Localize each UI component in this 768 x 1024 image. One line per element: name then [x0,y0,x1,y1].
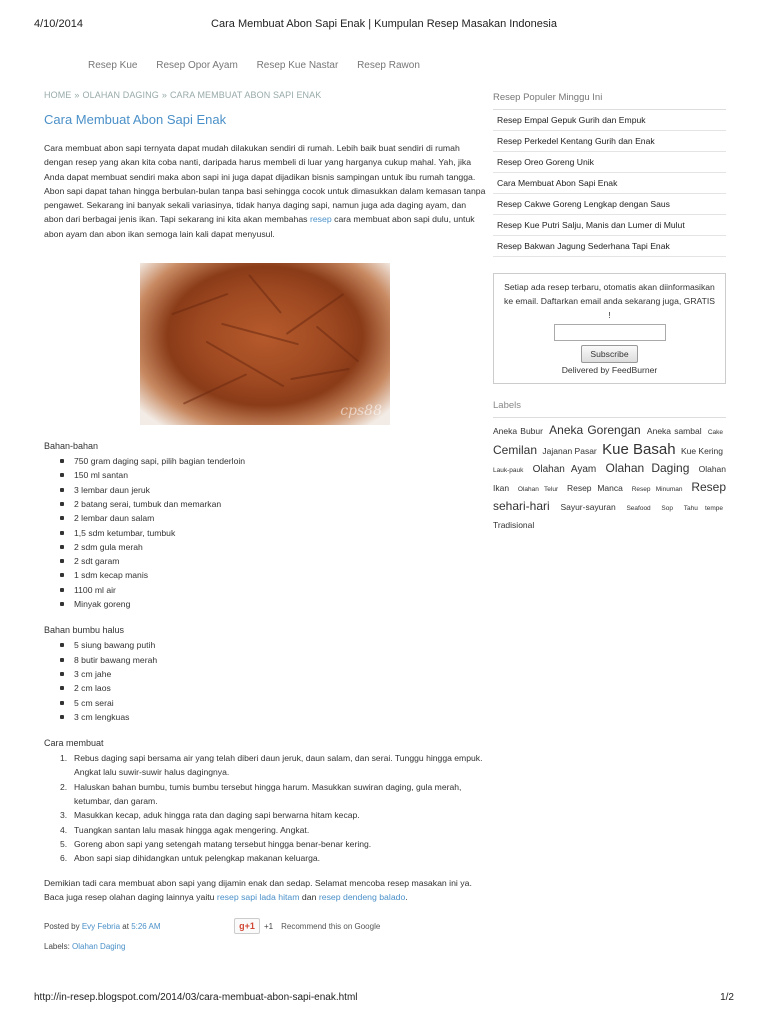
label-link[interactable]: Jajanan Pasar [542,446,597,456]
label-link[interactable]: Kue Kering [680,446,723,456]
list-item: 2 cm laos [60,681,486,695]
main-content [44,90,486,951]
posted-by: Posted by Evy Febria at 5:26 AM [44,922,161,932]
label-link[interactable]: Resep Minuman [631,486,683,493]
list-item: Minyak goreng [60,597,486,611]
ingredients-list [60,454,486,611]
google-plus-one-button[interactable]: g+1 [234,918,260,934]
list-item: 2 sdt garam [60,554,486,568]
label-link[interactable]: Aneka Bubur [493,426,543,436]
breadcrumb-home[interactable]: HOME [44,90,72,100]
email-field[interactable] [554,324,666,341]
list-item: 5 siung bawang putih [60,638,486,652]
popular-post-link[interactable]: Resep Oreo Goreng Unik [493,152,726,173]
link-resep-sapi-lada-hitam[interactable]: resep sapi lada hitam [216,891,300,902]
popular-post-link[interactable]: Resep Cakwe Goreng Lengkap dengan Saus [493,194,726,215]
list-item: 2 sdm gula merah [60,540,486,554]
labels-widget-title: Labels [493,400,726,418]
label-link[interactable]: Aneka sambal [646,426,702,436]
breadcrumb-separator: » [74,90,80,100]
abon-sapi-image [140,263,390,425]
recommend-text: Recommend this on Google [281,921,381,931]
list-item: 2 lembar daun salam [60,511,486,525]
author-link[interactable]: Evy Febria [81,922,121,932]
label-link[interactable]: Cemilan [493,443,538,457]
subscribe-text: Setiap ada resep terbaru, otomatis akan diinformasikan ke email. Daftarkan email anda sekarang juga, GRATIS ! [504,282,715,320]
intro-text-end: cara membuat abon sapi dulu, untuk abon ayam dan abon ikan semoga lain kali dapat menyusul. [44,214,475,239]
popular-post-link[interactable]: Resep Bakwan Jagung Sederhana Tapi Enak [493,236,726,257]
intro-link-resep[interactable]: resep [309,214,332,225]
list-item: 2 batang serai, tumbuk dan memarkan [60,497,486,511]
list-item: 3. Masukkan kecap, aduk hingga rata dan daging sapi berwarna hitam kecap. [60,810,360,821]
list-item: 1 sdm kecap manis [60,568,486,582]
list-item: 6. Abon sapi siap dihidangkan untuk pelengkap makanan keluarga. [60,853,321,864]
label-link[interactable]: Tahu tempe [683,505,724,512]
breadcrumb-olahan-daging[interactable]: OLAHAN DAGING [82,90,159,100]
steps-list [60,751,486,865]
email-subscribe-box [493,273,726,384]
label-link[interactable]: Resep sehari-hari [493,480,727,513]
post-footer [44,918,486,938]
popular-post-link[interactable]: Resep Kue Putri Salju, Manis dan Lumer di Mulut [493,215,726,236]
post-title[interactable]: Cara Membuat Abon Sapi Enak [44,112,227,127]
link-resep-dendeng-balado[interactable]: resep dendeng balado [318,891,406,902]
closing-paragraph [44,876,486,905]
breadcrumb-separator: » [161,90,167,100]
google-plus-widget [234,918,380,934]
list-item: 3 cm jahe [60,667,486,681]
label-link[interactable]: Aneka Gorengan [549,423,641,437]
label-link[interactable]: Lauk-pauk [493,467,524,474]
popular-widget-title: Resep Populer Minggu Ini [493,92,726,110]
list-item: 150 ml santan [60,468,486,482]
popular-post-link[interactable]: Resep Perkedel Kentang Gurih dan Enak [493,131,726,152]
list-item: 3 lembar daun jeruk [60,483,486,497]
label-link[interactable]: Resep Manca [566,483,623,493]
list-item: 8 butir bawang merah [60,653,486,667]
label-cloud [493,422,726,534]
label-link[interactable]: Cake [707,429,723,436]
list-item: 5. Goreng abon sapi yang setengah matang tersebut hingga benar-benar kering. [60,838,372,849]
label-link[interactable]: Tradisional [493,520,535,530]
list-item: 3 cm lengkuas [60,710,486,724]
list-item: 4. Tuangkan santan lalu masak hingga agak mengering. Angkat. [60,824,310,835]
image-watermark: cps88 [340,403,382,420]
nav-link-resep-kue[interactable]: Resep Kue [88,60,138,71]
list-item: 2. Haluskan bahan bumbu, tumis bumbu tersebut hingga harum. Masukkan suwiran daging, gula merah, ketumbar, dan garam. [60,781,462,807]
popular-posts-list [493,110,726,257]
label-link[interactable]: Kue Basah [602,441,676,458]
closing-text: Demikian tadi cara membuat abon sapi yang dijamin enak dan sedap. Selamat mencoba resep masakan ini ya. Baca juga resep olahan daging lainnya yaitu [44,877,472,902]
subscribe-button[interactable]: Subscribe [581,345,637,363]
sidebar [493,92,726,534]
nav-link-resep-opor-ayam[interactable]: Resep Opor Ayam [156,60,238,71]
spices-list [60,638,486,724]
intro-text: Cara membuat abon sapi ternyata dapat mudah dilakukan sendiri di rumah. Lebih baik buat sendiri di rumah dengan resep yang akan kita coba nanti, daripada harus membeli di luar yang harganya cukup mahal. Yah, jika Anda dapat membuat sendiri maka abon sapi ini juga dapat dijadikan bisnis sampingan untuk ibu rumah tangga. Abon sapi dapat tahan hingga berbulan-bulan tanpa basi sehingga cocok untuk dimasukkan dalam kemasan tanpa pengawet. Sekarang ini banyak sekali variasinya, tidak hanya daging sapi, namun juga ada daging ayam, dan abon dari berbagai jenis ikan. Tapi sekarang ini kita akan membahas [44,143,486,225]
print-header [34,18,734,32]
list-item: 1,5 sdm ketumbar, tumbuk [60,526,486,540]
nav-link-resep-kue-nastar[interactable]: Resep Kue Nastar [256,60,339,71]
list-item: 1100 ml air [60,583,486,597]
print-page-number: 1/2 [720,992,734,1003]
post-time-link[interactable]: 5:26 AM [131,922,161,932]
ingredients-heading: Bahan-bahan [44,441,99,452]
popular-post-link[interactable]: Resep Empal Gepuk Gurih dan Empuk [493,110,726,131]
label-link[interactable]: Olahan Ayam [532,464,597,475]
plus-one-count: +1 [264,921,274,931]
delivered-by-feedburner: Delivered by FeedBurner [561,365,658,375]
breadcrumb-current: CARA MEMBUAT ABON SAPI ENAK [169,90,322,100]
label-link-olahan-daging[interactable]: Olahan Daging [72,942,126,952]
label-link[interactable]: Seafood [626,505,651,512]
intro-paragraph [44,141,486,241]
breadcrumb [44,90,486,100]
list-item: 1. Rebus daging sapi bersama air yang telah diberi daun jeruk, daun salam, dan serai. Tunggu hingga empuk. Angkat lalu suwir-suwir halus dagingnya. [60,753,483,778]
print-date: 4/10/2014 [34,18,83,30]
list-item: 5 cm serai [60,696,486,710]
label-link[interactable]: Olahan Daging [605,461,690,475]
list-item: 750 gram daging sapi, pilih bagian tenderloin [60,454,486,468]
post-labels: Labels: Olahan Daging [44,942,126,952]
label-link[interactable]: Sop [661,505,673,512]
label-link[interactable]: Sayur-sayuran [560,502,616,512]
print-url: http://in-resep.blogspot.com/2014/03/cara-membuat-abon-sapi-enak.html [34,992,358,1003]
closing-text-end: . [405,891,408,902]
nav-link-resep-rawon[interactable]: Resep Rawon [357,60,420,71]
label-link[interactable]: Olahan Telur [517,486,559,493]
popular-post-link[interactable]: Cara Membuat Abon Sapi Enak [493,173,726,194]
label-link[interactable]: Olahan Ikan [493,464,727,493]
spices-heading: Bahan bumbu halus [44,625,125,636]
steps-heading: Cara membuat [44,738,104,749]
top-navigation [88,60,436,71]
print-doc-title: Cara Membuat Abon Sapi Enak | Kumpulan Resep Masakan Indonesia [211,18,557,30]
closing-text-mid: dan [301,891,317,902]
